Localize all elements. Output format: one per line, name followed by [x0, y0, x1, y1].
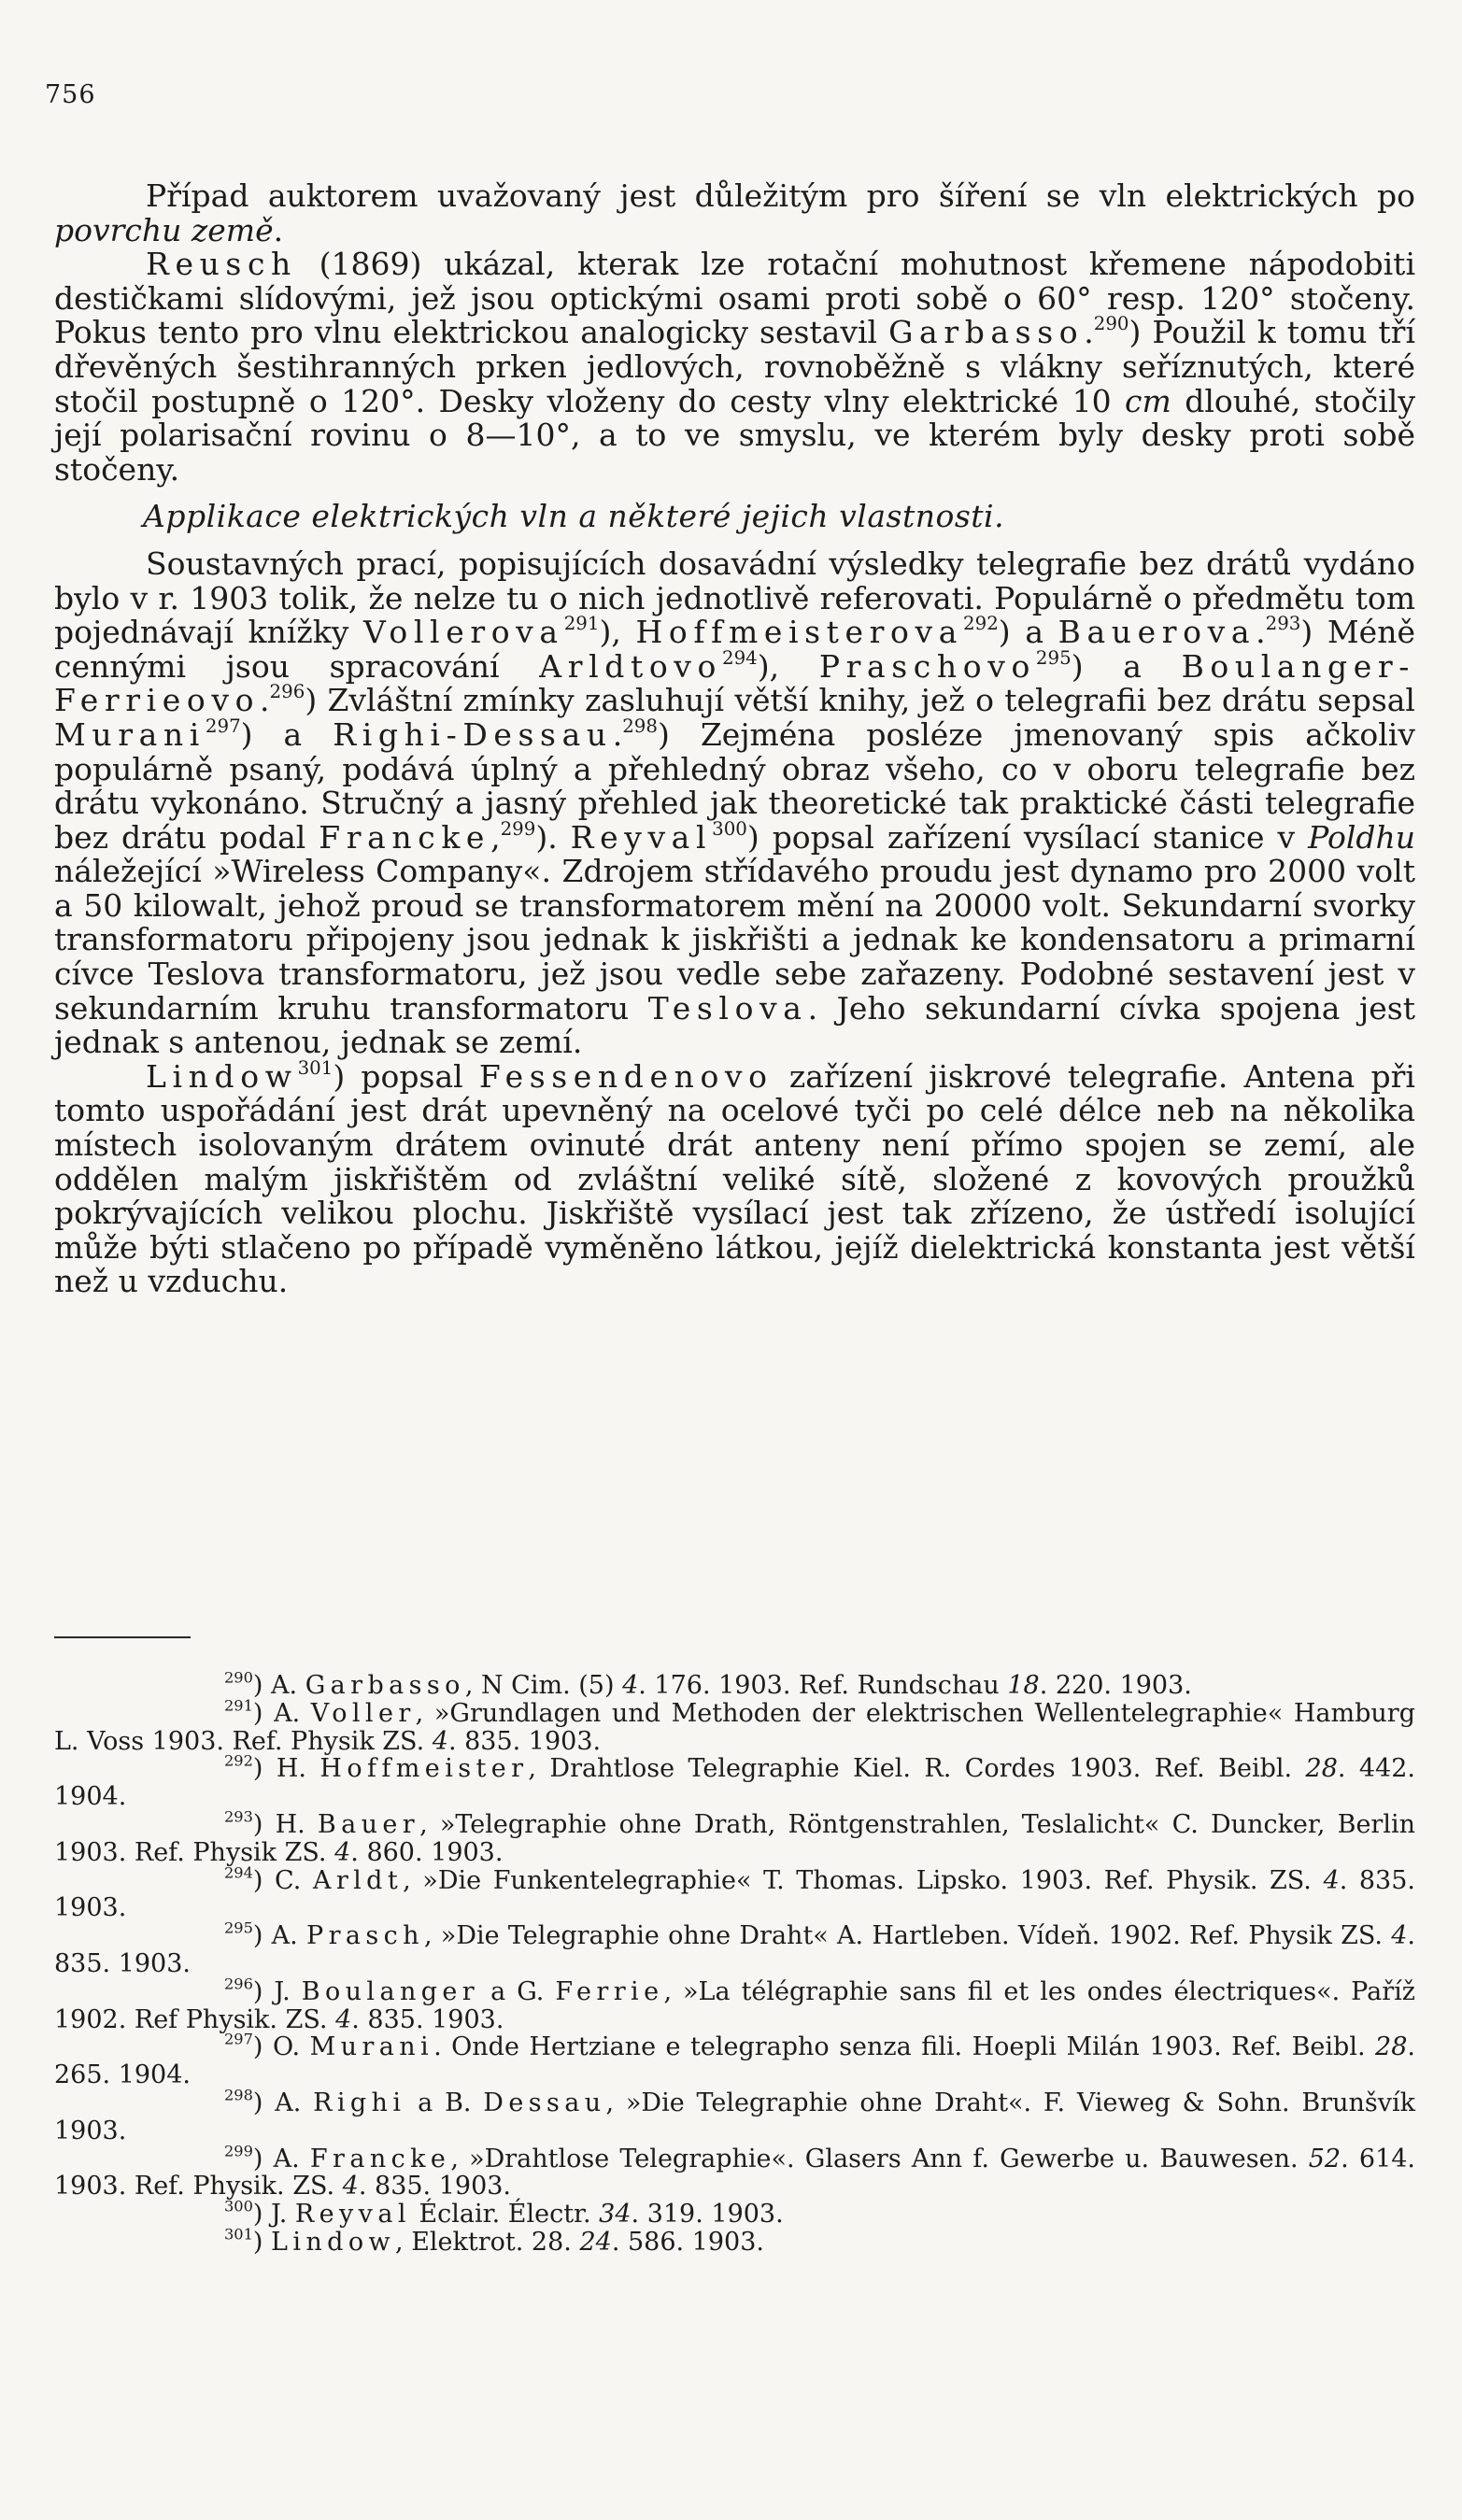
footnote-number: 296: [224, 1975, 253, 1993]
text-run: , »La télégraphie sans fil et les ondes électriques«. Paříž 1902. Ref Physik. ZS.: [54, 1976, 1415, 2034]
text-run: , »Telegraphie ohne Drath, Röntgenstrahlen, Teslalicht« C. Duncker, Berlin 1903. Ref. Physik ZS.: [54, 1809, 1415, 1867]
footnote-number: 299: [224, 2142, 253, 2160]
footnote-ref: 299: [500, 817, 536, 840]
volume-number: 4: [342, 2172, 359, 2201]
emphasis: povrchu země: [54, 211, 274, 248]
text-run: , »Die Funkentelegraphie« T. Thomas. Lipsko. 1903. Ref. Physik. ZS.: [403, 1865, 1324, 1895]
text-run: ) a: [240, 715, 334, 753]
author-name: Righi: [313, 2088, 406, 2117]
text-run: , »Die Telegraphie ohne Draht« A. Hartleben. Vídeň. 1902. Ref. Physik ZS.: [423, 1921, 1392, 1951]
footnote: [54, 1807, 1415, 1867]
main-text: [54, 179, 1415, 1299]
text-run: ): [252, 2227, 272, 2257]
author-name: Prasch: [306, 1921, 424, 1951]
volume-number: 4: [334, 1837, 351, 1867]
text-run: ) Zejména posléze jmenovaný spis ačkoliv populárně psaný, podává úplný a přehledný obraz všeho, co v oboru telegrafie bez drátu vykonáno. Stručný a jasný přehled jak theoretické tak praktické části telegrafie bez drátu podal: [54, 715, 1415, 856]
text-run: ) popsal zařízení vysílací stanice v: [746, 818, 1309, 856]
author-name: Reyval: [570, 818, 713, 856]
section-heading: Applikace elektrických vln a některé jejich vlastnosti.: [143, 498, 1005, 535]
footnote-number: 291: [224, 1696, 253, 1715]
author-name: Ferrie: [555, 1976, 664, 2006]
volume-number: 28: [1305, 1754, 1338, 1784]
footnote-ref: 298: [622, 715, 658, 738]
author-name: Hoffmeister: [319, 1754, 529, 1784]
author-name: Bauer: [317, 1809, 420, 1839]
footnote: [54, 2225, 1415, 2257]
footnote-ref: 291: [563, 613, 600, 635]
footnote-number: 290: [224, 1668, 253, 1687]
author-name: Bauerova: [1057, 614, 1256, 651]
text-run: ) A.: [252, 1671, 305, 1700]
text-run: . 442. 1904.: [54, 1754, 1415, 1812]
author-name: Lindow: [146, 1057, 298, 1095]
footnote-number: 295: [224, 1918, 253, 1937]
volume-number: 4: [1391, 1921, 1408, 1951]
author-name: Lindow: [271, 2227, 396, 2257]
text-run: , »Drahtlose Telegraphie«. Glasers Ann f. Gewerbe u. Bauwesen.: [450, 2144, 1309, 2173]
footnote: [54, 1975, 1415, 2034]
emphasis: Poldhu: [1308, 818, 1415, 856]
text-run: (1869) ukázal, kterak lze rotační mohutnost křemene nápodobiti destičkami slídovými, jež jsou optickými osami proti sobě o 60° resp. 120° stočeny. Pokus tento pro vlnu elektrickou analogicky sestavil: [54, 246, 1415, 351]
footnote-ref: 301: [297, 1056, 334, 1079]
footnote-number: 292: [224, 1752, 253, 1771]
footnote-ref: 293: [1265, 613, 1301, 635]
author-name: Boulanger: [301, 1976, 480, 2006]
text-run: ),: [757, 647, 819, 685]
author-name: Murani: [309, 2032, 434, 2062]
text-run: ) Zvláštní zmínky zasluhují větší knihy, jež o telegrafii bez drátu sepsal: [305, 682, 1415, 719]
text-run: . 176. 1903. Ref. Rundschau: [638, 1671, 1008, 1700]
volume-number: 52: [1308, 2144, 1341, 2173]
author-name: Reusch: [146, 246, 297, 283]
footnote-ref: 295: [1035, 646, 1072, 669]
author-name: Hoffmeisterova: [635, 614, 964, 651]
text-run: .: [1256, 614, 1266, 651]
text-run: Éclair. Électr.: [410, 2200, 600, 2230]
text-run: ),: [599, 614, 636, 651]
text-run: . 835. 1903.: [54, 1921, 1415, 1978]
text-run: zařízení jiskrové telegrafie. Antena při tomto uspořádání jest drát upevněný na ocelové tyči po celé délce neb na několika místech isolovaným drátem ovinuté drát anteny není přímo spojen se zemí, ale oddělen malým jiskřištěm od zvláštní veliké sítě, složené z kovových proužků pokrývajících velikou plochu. Jiskřiště vysílací jest tak zřízeno, že ústředí isolující může býti stlačeno po případě vyměněno látkou, jejíž dielektrická konstanta jest větší než u vzduchu.: [54, 1057, 1415, 1300]
text-run: ) C.: [252, 1865, 313, 1895]
text-run: , »Die Telegraphie ohne Draht«. F. Vieweg & Sohn. Brunšvík 1903.: [54, 2088, 1415, 2145]
author-name: Francke: [309, 2144, 451, 2173]
author-name: Vollerova: [363, 614, 564, 651]
footnote-number: 293: [224, 1807, 253, 1826]
text-run: . 835. 1903.: [447, 1726, 602, 1756]
author-name: Reyval: [294, 2200, 411, 2230]
footnote-number: 298: [224, 2086, 253, 2104]
text-run: . 265. 1904.: [54, 2032, 1415, 2090]
paragraph-1: [54, 179, 1415, 248]
volume-number: 18: [1007, 1671, 1040, 1700]
author-name: Praschovo: [818, 647, 1036, 685]
text-run: .: [612, 715, 623, 753]
footnote-ref: 297: [205, 715, 241, 738]
volume-number: 24: [579, 2227, 612, 2257]
footnote-number: 300: [224, 2197, 253, 2216]
footnote-ref: 292: [963, 613, 999, 635]
volume-number: 4: [335, 2004, 352, 2034]
text-run: ) A.: [252, 2088, 314, 2117]
footnote: [54, 1752, 1415, 1812]
text-run: a B.: [405, 2088, 484, 2117]
text-run: . 586. 1903.: [611, 2227, 764, 2257]
author-name: Francke: [319, 818, 491, 856]
text-run: ) a: [998, 614, 1058, 651]
footnote-ref: 294: [722, 646, 758, 669]
author-name: Teslova: [647, 989, 808, 1026]
text-run: ) Méně cennými jsou spracování: [54, 614, 1415, 685]
text-run: . 220. 1903.: [1039, 1671, 1192, 1700]
footnote-divider: [54, 1636, 191, 1638]
text-run: .: [260, 682, 270, 719]
volume-number: 4: [1323, 1865, 1340, 1895]
volume-number: 4: [622, 1671, 639, 1700]
text-run: , Elektrot. 28.: [395, 2227, 580, 2257]
text-run: Případ auktorem uvažovaný jest důležitým pro šíření se vln elektrických po: [146, 177, 1415, 214]
text-run: ) A.: [252, 2144, 310, 2173]
text-run: . 319. 1903.: [631, 2200, 784, 2230]
text-run: . Onde Hertziane e telegrapho senza fili. Hoepli Milán 1903. Ref. Beibl.: [433, 2032, 1376, 2062]
author-name: Garbasso: [305, 1671, 465, 1700]
text-run: ) a: [1071, 647, 1182, 685]
text-run: ) J.: [252, 1976, 302, 2006]
footnote: [54, 1696, 1415, 1756]
text-run: ) A.: [252, 1698, 311, 1728]
footnote-ref: 290: [1093, 313, 1129, 335]
volume-number: 34: [599, 2200, 632, 2230]
text-run: a G.: [479, 1976, 556, 2006]
volume-number: 28: [1375, 2032, 1408, 2062]
footnote: [54, 1918, 1415, 1978]
author-name: Garbasso: [888, 314, 1085, 351]
text-run: ) O.: [252, 2032, 310, 2062]
text-run: .: [1084, 314, 1094, 351]
text-run: Soustavných prací, popisujících dosavádní výsledky telegrafie bez drátů vydáno bylo v r. 1903 tolik, že nelze tu o nich jednotlivě referovati. Populárně o předmětu tom pojednávají knížky: [54, 545, 1415, 651]
author-name: Boulanger-Ferrieovo: [54, 647, 1416, 719]
text-run: ) A.: [252, 1921, 307, 1951]
footnote-ref: 296: [269, 681, 305, 703]
author-name: Voller: [310, 1698, 416, 1728]
text-run: . 860. 1903.: [350, 1837, 504, 1867]
volume-number: 4: [432, 1726, 448, 1756]
paragraph-2: [54, 248, 1415, 487]
text-run: . Jeho sekundarní cívka spojena jest jednak s antenou, jednak se zemí.: [54, 989, 1415, 1061]
page-number: 756: [45, 80, 96, 109]
author-name: Fessendenovo: [478, 1057, 774, 1095]
text-run: . 614. 1903. Ref. Physik. ZS.: [54, 2144, 1416, 2201]
footnote: [54, 2197, 1415, 2230]
footnote: [54, 2033, 1415, 2089]
footnote: [54, 1863, 1415, 1923]
text-run: dlouhé, stočily její polarisační rovinu o 8—10°, a to ve smyslu, ve kterém byly desky proti sobě stočeny.: [54, 382, 1415, 488]
author-name: Arldt: [312, 1865, 404, 1895]
author-name: Arldtovo: [539, 647, 723, 685]
author-name: Murani: [54, 715, 206, 753]
author-name: Righi-Dessau: [333, 715, 613, 753]
text-run: ) H.: [252, 1754, 320, 1784]
footnote: [54, 2142, 1416, 2201]
footnote-number: 297: [224, 2031, 253, 2049]
text-run: ,: [490, 818, 501, 856]
footnote: [54, 1668, 1415, 1700]
text-run: , N Cim. (5): [464, 1671, 623, 1700]
text-run: ) H.: [252, 1809, 318, 1839]
text-run: ) J.: [252, 2200, 295, 2230]
text-run: ) Použil k tomu tří dřevěných šestihranných prken jedlových, rovnoběžně s vlákny seříznutých, které stočil postupně o 120°. Desky vloženy do cesty vlny elektrické 10: [54, 314, 1416, 419]
text-run: ) popsal: [333, 1057, 479, 1095]
text-run: , »Grundlagen und Methoden der elektrischen Wellentelegraphie« Hamburg L. Voss 1903. Ref. Physik ZS.: [54, 1698, 1415, 1756]
footnote: [54, 2086, 1415, 2145]
text-run: ).: [535, 818, 571, 856]
footnote-number: 294: [224, 1863, 253, 1882]
text-run: , Drahtlose Telegraphie Kiel. R. Cordes 1903. Ref. Beibl.: [528, 1754, 1306, 1784]
emphasis: cm: [1125, 382, 1171, 419]
text-run: . 835. 1903.: [54, 1865, 1415, 1923]
footnotes: [54, 1668, 1416, 2257]
text-run: . 835. 1903.: [351, 2004, 504, 2034]
footnote-ref: 300: [712, 817, 747, 840]
text-run: .: [273, 211, 284, 248]
text-run: . 835. 1903.: [358, 2172, 512, 2201]
text-run: náležející »Wireless Company«. Zdrojem střídavého proudu jest dynamo pro 2000 volt a 50 kilowalt, jehož proud se transformatorem mění na 20000 volt. Sekundarní svorky transformatoru připojeny jsou jednak k jiskřišti a jednak ke kondensatoru a primarní cívce Teslova transformatoru, jež jsou vedle sebe zařazeny. Podobné sestavení jest v sekundarním kruhu transformatoru: [54, 853, 1415, 1026]
author-name: Dessau: [483, 2088, 606, 2117]
paragraph-4: [54, 1056, 1415, 1300]
paragraph-3: [54, 547, 1415, 1060]
footnote-number: 301: [224, 2225, 253, 2244]
